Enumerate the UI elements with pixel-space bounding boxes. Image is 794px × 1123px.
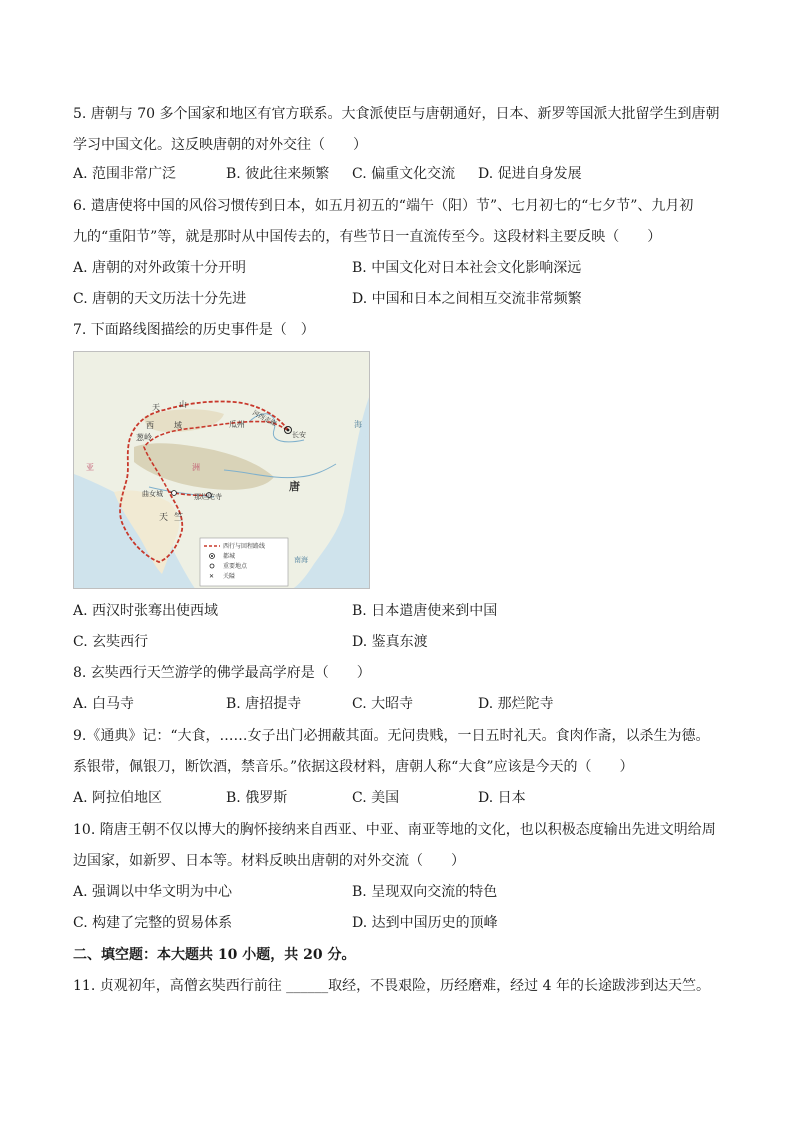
q5-option-a[interactable]: A. 范围非常广泛 [73,166,177,182]
legend-route: 西行与回程路线 [223,543,266,550]
q11-stem: 11. 贞观初年，高僧玄奘西行前往 ______取经，不畏艰险，历经磨难，经过 4 年的长途跋涉到达天竺。 [73,978,710,994]
q6-stem-line1: 6. 遣唐使将中国的风俗习惯传到日本，如五月初五的“端午（阳）节”、七月初七的“七夕节”、九月初 [73,198,694,214]
q6-option-a[interactable]: A. 唐朝的对外政策十分开明 [73,260,247,276]
label-guazhou: 瓜州 [229,420,245,429]
label-tianzhu-2: 竺 [174,513,184,523]
q7-option-c[interactable]: C. 玄奘西行 [73,634,149,650]
q5-stem-line1: 5. 唐朝与 70 多个国家和地区有官方联系。大食派使臣与唐朝通好，日本、新罗等国派大批留学生到唐朝 [73,106,720,122]
q9-option-c[interactable]: C. 美国 [352,790,400,806]
xuanzang-route-map [73,351,370,589]
label-xiyu-1: 西 [146,421,154,430]
label-congling: 葱岭 [136,433,152,442]
q9-option-d[interactable]: D. 日本 [478,790,526,806]
q10-option-d[interactable]: D. 达到中国历史的顶峰 [352,915,498,931]
q9-stem-line2: 系银带，佩银刀，断饮酒，禁音乐。”依据这段材料，唐朝人称“大食”应该是今天的（ ） [73,759,634,775]
q7-stem: 7. 下面路线图描绘的历史事件是（ ） [73,322,315,338]
label-nalanda: 那烂陀寺 [194,493,222,501]
svg-text:✕: ✕ [209,573,215,580]
map-legend [200,538,288,586]
q5-stem-line2: 学习中国文化。这反映唐朝的对外交往（ ） [73,137,367,153]
q5-option-b[interactable]: B. 彼此往来频繁 [226,166,330,182]
legend-pass: 关隘 [223,573,236,580]
label-qunv: 曲女城 [142,490,163,498]
q8-option-b[interactable]: B. 唐招提寺 [226,696,302,712]
route-map-svg [74,352,370,589]
legend-capital: 都城 [223,553,236,560]
q6-option-d[interactable]: D. 中国和日本之间相互交流非常频繁 [352,291,582,307]
changan-dot [287,429,290,432]
q9-option-b[interactable]: B. 俄罗斯 [226,790,288,806]
q6-option-c[interactable]: C. 唐朝的天文历法十分先进 [73,291,247,307]
q7-option-a[interactable]: A. 西汉时张骞出使西域 [73,603,219,619]
label-tianzhu-1: 天 [159,513,169,523]
q8-stem: 8. 玄奘西行天竺游学的佛学最高学府是（ ） [73,665,371,681]
label-xiyu-2: 域 [174,421,182,430]
section-2-title: 二、填空题：本大题共 10 小题，共 20 分。 [73,947,356,963]
label-changan: 长安 [292,431,306,439]
label-hexi: 河西走廊 [251,408,278,428]
label-tianshan-2: 山 [179,400,187,409]
label-ya: 亚 [86,463,94,472]
q9-stem-line1: 9.《通典》记：“大食，……女子出门必拥蔽其面。无问贵贱，一日五时礼天。食肉作斋，以杀生为德。 [73,728,710,744]
q10-option-c[interactable]: C. 构建了完整的贸易体系 [73,915,233,931]
q5-option-d[interactable]: D. 促进自身发展 [478,166,582,182]
q10-stem-line1: 10. 隋唐王朝不仅以博大的胸怀接纳来自西亚、中亚、南亚等地的文化，也以积极态度输出先进文明给周 [73,822,716,838]
q9-option-a[interactable]: A. 阿拉伯地区 [73,790,163,806]
q8-option-c[interactable]: C. 大昭寺 [352,696,414,712]
q7-option-d[interactable]: D. 鉴真东渡 [352,634,428,650]
q10-option-b[interactable]: B. 呈现双向交流的特色 [352,884,498,900]
qunv-marker [172,491,177,496]
q5-option-c[interactable]: C. 偏重文化交流 [352,166,456,182]
q8-option-a[interactable]: A. 白马寺 [73,696,135,712]
q8-option-d[interactable]: D. 那烂陀寺 [478,696,554,712]
label-tianshan-1: 天 [152,403,160,412]
legend-place: 重要地点 [223,563,248,570]
q6-option-b[interactable]: B. 中国文化对日本社会文化影响深远 [352,260,582,276]
label-hai: 海 [354,420,362,429]
india-land [114,490,179,574]
label-tang: 唐 [289,480,300,493]
q7-option-b[interactable]: B. 日本遣唐使来到中国 [352,603,498,619]
label-zhou: 洲 [192,463,200,472]
label-nanhai: 南海 [294,556,308,564]
q10-option-a[interactable]: A. 强调以中华文明为中心 [73,884,233,900]
q10-stem-line2: 边国家，如新罗、日本等。材料反映出唐朝的对外交流（ ） [73,853,465,869]
q6-stem-line2: 九的“重阳节”等，就是那时从中国传去的，有些节日一直流传至今。这段材料主要反映（ ） [73,229,662,245]
